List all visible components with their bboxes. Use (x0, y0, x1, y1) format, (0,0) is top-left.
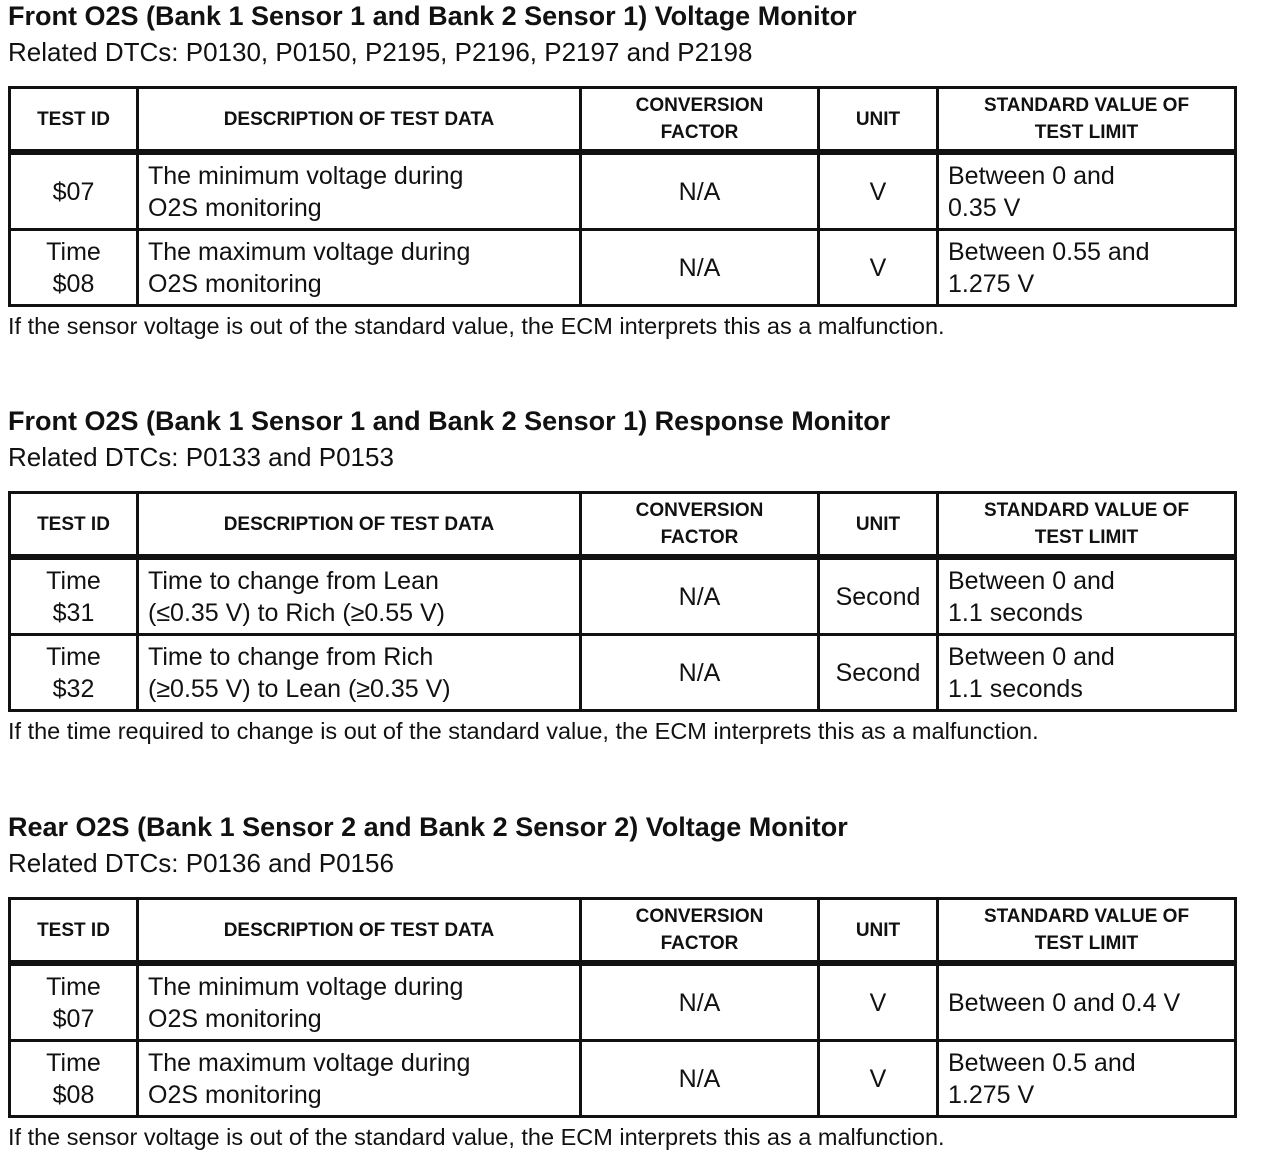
table-row (10, 963, 1236, 1041)
test-id-prefix: Time (46, 642, 101, 671)
description-line-2: O2S monitoring (148, 1080, 322, 1109)
section-title: Front O2S (Bank 1 Sensor 1 and Bank 2 Sensor 1) Response Monitor (8, 406, 891, 436)
test-data-table (8, 491, 1237, 712)
test-id: $07 (52, 1004, 95, 1033)
conversion-factor-cell (581, 1041, 819, 1117)
description-cell (138, 557, 581, 635)
description-line-1: The maximum voltage during (148, 237, 471, 266)
unit-header (819, 88, 938, 153)
header-label: UNIT (855, 108, 901, 130)
standard-value-line-1: Between 0 and (948, 566, 1115, 595)
unit: V (869, 1064, 887, 1093)
conversion-factor: N/A (678, 658, 721, 687)
header-label: DESCRIPTION OF TEST DATA (223, 919, 495, 941)
test-id-cell (10, 230, 138, 306)
malfunction-note: If the sensor voltage is out of the standard value, the ECM interprets this as a malfunction. (8, 313, 945, 339)
test-data-table (8, 897, 1237, 1118)
test-data-table (8, 86, 1237, 307)
header-label: UNIT (855, 919, 901, 941)
conversion-factor: N/A (678, 1064, 721, 1093)
test-id-prefix: Time (46, 1048, 101, 1077)
header-label: TEST ID (37, 919, 110, 941)
standard-value-header (938, 493, 1236, 558)
test-id-header (10, 899, 138, 964)
standard-value-line-2: 1.275 V (948, 1080, 1035, 1109)
description-header (138, 899, 581, 964)
unit: V (869, 177, 887, 206)
conversion-factor: N/A (678, 177, 721, 206)
conversion-factor-cell (581, 635, 819, 711)
test-id-cell (10, 963, 138, 1041)
description-cell (138, 152, 581, 230)
unit-cell (819, 557, 938, 635)
description-line-2: O2S monitoring (148, 1004, 322, 1033)
section-title: Front O2S (Bank 1 Sensor 1 and Bank 2 Sensor 1) Voltage Monitor (8, 1, 857, 31)
conversion-factor: N/A (678, 988, 721, 1017)
conversion-factor-cell (581, 963, 819, 1041)
description-header (138, 88, 581, 153)
test-id-prefix: Time (46, 237, 101, 266)
header-label: TEST ID (37, 513, 110, 535)
description-cell (138, 1041, 581, 1117)
unit: Second (835, 658, 921, 687)
standard-value-cell (938, 557, 1236, 635)
unit: Second (835, 582, 921, 611)
standard-value-cell (938, 230, 1236, 306)
test-id: $07 (52, 177, 95, 206)
standard-value-header (938, 899, 1236, 964)
unit-cell (819, 1041, 938, 1117)
standard-value-line-1: Between 0.55 and (948, 237, 1150, 266)
description-cell (138, 230, 581, 306)
conversion-factor-cell (581, 152, 819, 230)
standard-value-line-1: Between 0 and 0.4 V (948, 988, 1181, 1017)
table-row (10, 152, 1236, 230)
test-id: $32 (52, 674, 95, 703)
description-cell (138, 635, 581, 711)
test-id-header (10, 493, 138, 558)
test-id-cell (10, 152, 138, 230)
table-row (10, 635, 1236, 711)
standard-value-cell (938, 152, 1236, 230)
description-line-1: Time to change from Rich (148, 642, 434, 671)
standard-value-cell (938, 1041, 1236, 1117)
header-label: CONVERSION FACTOR (635, 500, 764, 548)
standard-value-line-1: Between 0 and (948, 161, 1115, 190)
standard-value-line-2: 0.35 V (948, 193, 1021, 222)
header-label: DESCRIPTION OF TEST DATA (223, 108, 495, 130)
description-line-1: The minimum voltage during (148, 972, 464, 1001)
standard-value-line-2: 1.1 seconds (948, 674, 1083, 703)
standard-value-cell (938, 963, 1236, 1041)
conversion-factor-cell (581, 557, 819, 635)
related-dtcs: Related DTCs: P0136 and P0156 (8, 848, 394, 878)
description-line-1: Time to change from Lean (148, 566, 439, 595)
related-dtcs: Related DTCs: P0133 and P0153 (8, 442, 394, 472)
test-id-cell (10, 557, 138, 635)
test-id: $08 (52, 269, 95, 298)
test-id-cell (10, 1041, 138, 1117)
header-label: TEST ID (37, 108, 110, 130)
conversion-factor-header (581, 493, 819, 558)
conversion-factor-header (581, 88, 819, 153)
standard-value-line-1: Between 0.5 and (948, 1048, 1136, 1077)
unit-cell (819, 963, 938, 1041)
unit-cell (819, 230, 938, 306)
unit: V (869, 988, 887, 1017)
header-row (10, 493, 1236, 558)
header-label: UNIT (855, 513, 901, 535)
malfunction-note: If the time required to change is out of the standard value, the ECM interprets this as a malfunction. (8, 718, 1039, 744)
header-label: CONVERSION FACTOR (635, 95, 764, 143)
description-line-2: O2S monitoring (148, 193, 322, 222)
description-cell (138, 963, 581, 1041)
description-line-1: The minimum voltage during (148, 161, 464, 190)
table-row (10, 557, 1236, 635)
test-id-cell (10, 635, 138, 711)
unit: V (869, 253, 887, 282)
test-id: $08 (52, 1080, 95, 1109)
standard-value-cell (938, 635, 1236, 711)
test-id-prefix: Time (46, 972, 101, 1001)
description-header (138, 493, 581, 558)
standard-value-line-1: Between 0 and (948, 642, 1115, 671)
malfunction-note: If the sensor voltage is out of the standard value, the ECM interprets this as a malfunction. (8, 1124, 945, 1150)
conversion-factor: N/A (678, 582, 721, 611)
test-id-header (10, 88, 138, 153)
standard-value-line-2: 1.275 V (948, 269, 1035, 298)
standard-value-header (938, 88, 1236, 153)
unit-header (819, 493, 938, 558)
unit-header (819, 899, 938, 964)
header-label: DESCRIPTION OF TEST DATA (223, 513, 495, 535)
header-label: STANDARD VALUE OF TEST LIMIT (983, 500, 1190, 548)
conversion-factor: N/A (678, 253, 721, 282)
header-label: STANDARD VALUE OF TEST LIMIT (983, 906, 1190, 954)
header-row (10, 88, 1236, 153)
header-row (10, 899, 1236, 964)
test-id-prefix: Time (46, 566, 101, 595)
table-row (10, 1041, 1236, 1117)
description-line-2: (≥0.55 V) to Lean (≥0.35 V) (148, 674, 451, 703)
conversion-factor-header (581, 899, 819, 964)
standard-value-line-2: 1.1 seconds (948, 598, 1083, 627)
header-label: STANDARD VALUE OF TEST LIMIT (983, 95, 1190, 143)
test-id: $31 (52, 598, 95, 627)
table-row (10, 230, 1236, 306)
conversion-factor-cell (581, 230, 819, 306)
description-line-2: (≤0.35 V) to Rich (≥0.55 V) (148, 598, 445, 627)
description-line-2: O2S monitoring (148, 269, 322, 298)
unit-cell (819, 152, 938, 230)
related-dtcs: Related DTCs: P0130, P0150, P2195, P2196, P2197 and P2198 (8, 37, 753, 67)
unit-cell (819, 635, 938, 711)
description-line-1: The maximum voltage during (148, 1048, 471, 1077)
section-title: Rear O2S (Bank 1 Sensor 2 and Bank 2 Sensor 2) Voltage Monitor (8, 812, 848, 842)
header-label: CONVERSION FACTOR (635, 906, 764, 954)
